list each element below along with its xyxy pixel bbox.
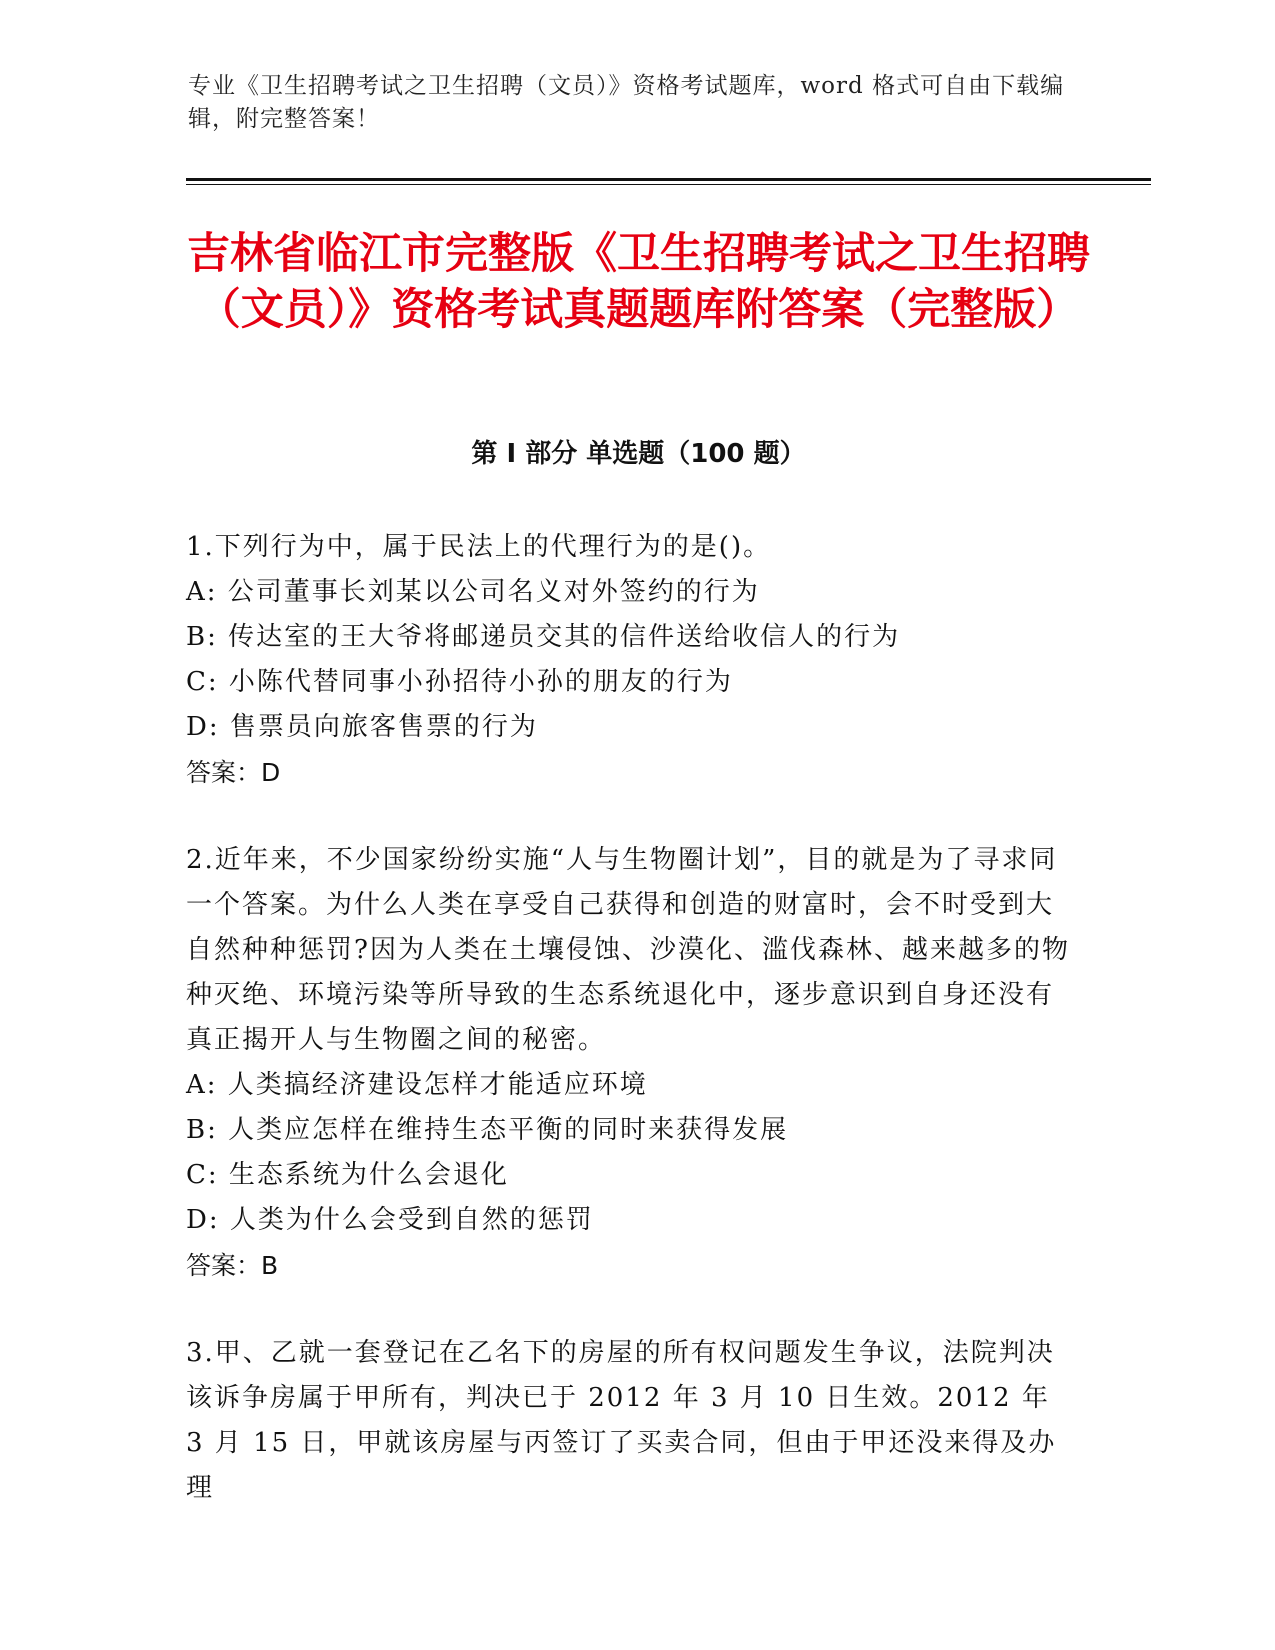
- question-1: [186, 525, 1076, 795]
- answer: 答案：B: [186, 1251, 279, 1280]
- section-title: 第 I 部分 单选题（100 题）: [471, 439, 806, 469]
- option-a: A: 公司董事长刘某以公司名义对外签约的行为: [186, 577, 760, 607]
- question-2: [186, 838, 1076, 1288]
- option-d: D: 售票员向旅客售票的行为: [186, 712, 538, 742]
- question-list: [186, 525, 1076, 1554]
- option-d: D: 人类为什么会受到自然的惩罚: [186, 1205, 594, 1235]
- header-divider-thick: [186, 178, 1151, 181]
- question-stem: 3.甲、乙就一套登记在乙名下的房屋的所有权问题发生争议，法院判决该诉争房属于甲所有，判决已于 2012 年 3 月 10 日生效。2012 年 3 月 15 日，甲就该房屋与丙签订了买卖合同，但由于甲还没来得及办理: [186, 1338, 1057, 1503]
- answer: 答案：D: [186, 758, 281, 787]
- question-3: [186, 1331, 1076, 1511]
- option-c: C: 小陈代替同事小孙招待小孙的朋友的行为: [186, 667, 733, 697]
- header-note: 专业《卫生招聘考试之卫生招聘（文员）》资格考试题库，word 格式可自由下载编辑，附完整答案！: [188, 73, 1065, 132]
- option-c: C: 生态系统为什么会退化: [186, 1160, 509, 1190]
- option-b: B: 传达室的王大爷将邮递员交其的信件送给收信人的行为: [186, 622, 901, 652]
- document-title: 吉林省临江市完整版《卫生招聘考试之卫生招聘（文员）》资格考试真题题库附答案（完整版）: [187, 229, 1090, 335]
- header-divider-thin: [186, 184, 1151, 185]
- option-b: B: 人类应怎样在维持生态平衡的同时来获得发展: [186, 1115, 789, 1145]
- question-stem: 2.近年来，不少国家纷纷实施“人与生物圈计划”，目的就是为了寻求同一个答案。为什么人类在享受自己获得和创造的财富时，会不时受到大自然种种惩罚?因为人类在土壤侵蚀、沙漠化、滥伐森林、越来越多的物种灭绝、环境污染等所导致的生态系统退化中，逐步意识到自身还没有真正揭开人与生物圈之间的秘密。: [186, 845, 1070, 1055]
- option-a: A: 人类搞经济建设怎样才能适应环境: [186, 1070, 648, 1100]
- question-stem: 1.下列行为中，属于民法上的代理行为的是()。: [186, 532, 772, 562]
